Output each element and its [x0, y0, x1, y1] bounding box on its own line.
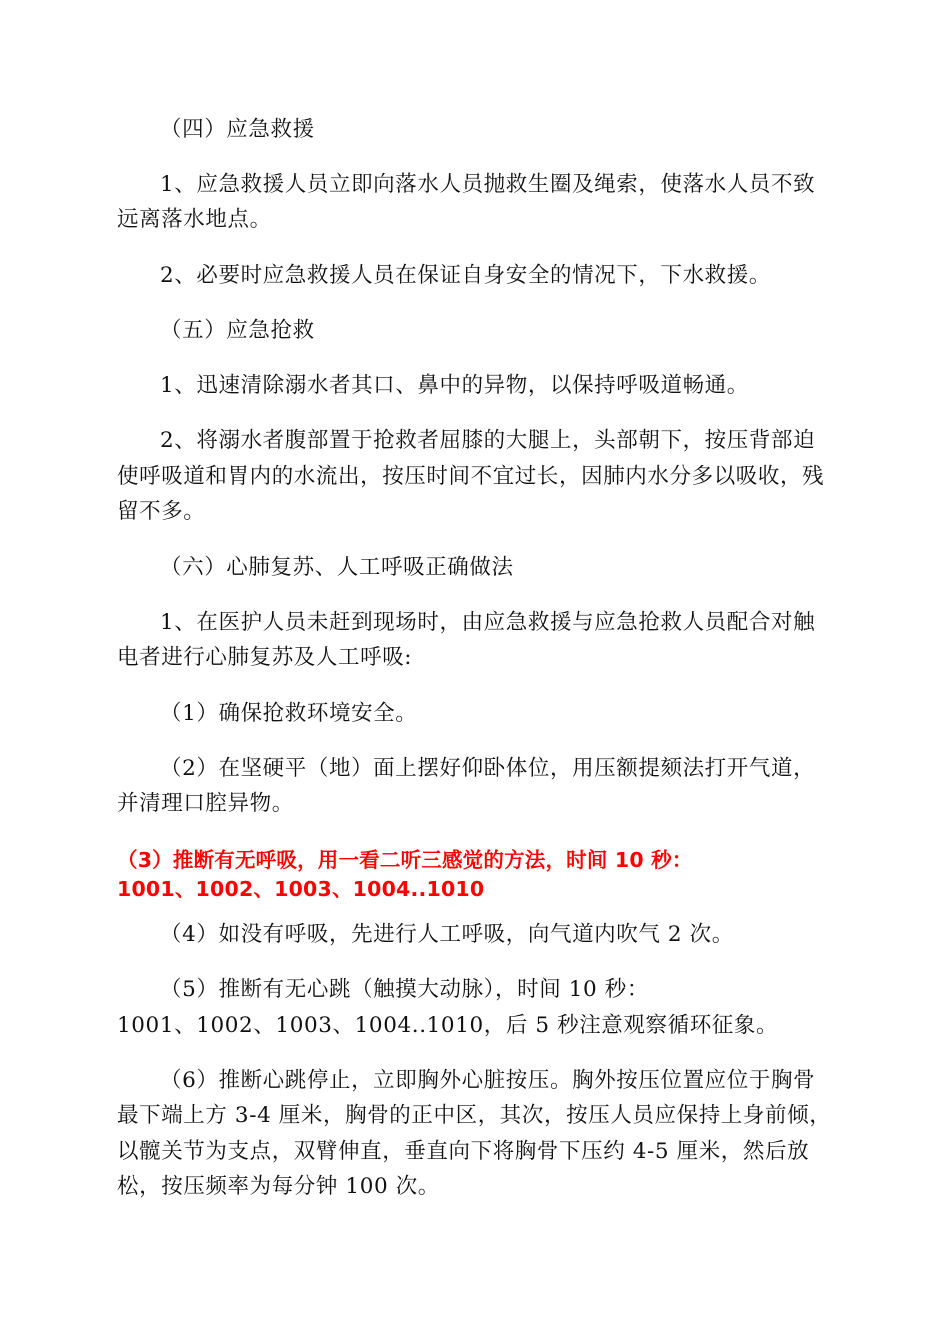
- paragraph-line: 电者进行心肺复苏及人工呼吸:: [117, 645, 413, 670]
- list-item-2: （2）在坚硬平（地）面上摆好仰卧体位，用压额提颏法打开气道，: [160, 756, 816, 781]
- paragraph-line: 1001、1002、1003、1004..1010，后 5 秒注意观察循环征象。: [117, 1013, 779, 1038]
- paragraph-line: 2、必要时应急救援人员在保证自身安全的情况下，下水救援。: [160, 263, 771, 288]
- paragraph-line: 最下端上方 3-4 厘米，胸骨的正中区，其次，按压人员应保持上身前倾，: [117, 1103, 832, 1128]
- section-heading-4: （四）应急救援: [160, 117, 315, 142]
- list-item-5: （5）推断有无心跳（触摸大动脉），时间 10 秒：: [160, 977, 649, 1002]
- paragraph-line: 远离落水地点。: [117, 207, 272, 232]
- highlighted-count-sequence: 1001、1002、1003、1004..1010: [117, 877, 485, 901]
- paragraph-line: 1、迅速清除溺水者其口、鼻中的异物，以保持呼吸道畅通。: [160, 373, 749, 398]
- paragraph-line: 松，按压频率为每分钟 100 次。: [117, 1174, 440, 1199]
- list-item-6: （6）推断心跳停止，立即胸外心脏按压。胸外按压位置应位于胸骨: [160, 1068, 816, 1093]
- list-item-1: （1）确保抢救环境安全。: [160, 701, 418, 726]
- highlighted-list-item-3: （3）推断有无呼吸，用一看二听三感觉的方法，时间 10 秒：: [117, 848, 693, 872]
- paragraph-line: 1、在医护人员未赶到现场时，由应急救援与应急抢救人员配合对触: [160, 610, 816, 635]
- paragraph-line: 并清理口腔异物。: [117, 791, 294, 816]
- paragraph-line: 以髋关节为支点，双臂伸直，垂直向下将胸骨下压约 4-5 厘米，然后放: [117, 1139, 810, 1164]
- section-heading-6: （六）心肺复苏、人工呼吸正确做法: [160, 555, 514, 580]
- paragraph-line: 留不多。: [117, 499, 206, 524]
- list-item-4: （4）如没有呼吸，先进行人工呼吸，向气道内吹气 2 次。: [160, 922, 734, 947]
- paragraph-line: 使呼吸道和胃内的水流出，按压时间不宜过长，因肺内水分多以吸收，残: [117, 464, 825, 489]
- paragraph-line: 1、应急救援人员立即向落水人员抛救生圈及绳索，使落水人员不致: [160, 172, 816, 197]
- paragraph-line: 2、将溺水者腹部置于抢救者屈膝的大腿上，头部朝下，按压背部迫: [160, 428, 816, 453]
- section-heading-5: （五）应急抢救: [160, 318, 315, 343]
